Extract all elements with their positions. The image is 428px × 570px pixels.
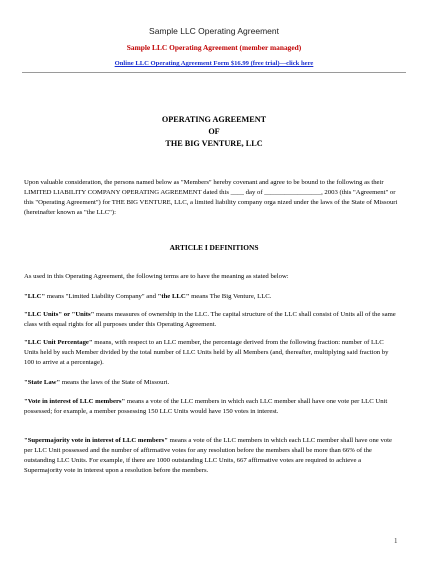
header-divider: [22, 72, 406, 73]
document-title: Sample LLC Operating Agreement: [149, 26, 279, 36]
definition-the-llc-text: means The Big Venture, LLC.: [189, 293, 272, 300]
definition-llc-units: [24, 310, 398, 330]
promo-link[interactable]: Online LLC Operating Agreement Form $16.99 (free trial)—click here: [114, 60, 314, 67]
term-supermajority-vote: "Supermajority vote in interest of LLC members": [24, 437, 168, 444]
term-state-law: "State Law": [24, 379, 61, 386]
definition-state-law-text: means the laws of the State of Missouri.: [60, 379, 170, 386]
definition-llc-text: means "Limited Liability Company" and: [45, 293, 158, 300]
definition-unit-percentage: [24, 338, 398, 368]
term-llc-units: "LLC Units" or "Units": [24, 311, 95, 318]
definition-supermajority-vote: [24, 436, 398, 476]
agreement-heading-line1: OPERATING AGREEMENT: [161, 115, 267, 124]
term-unit-percentage: "LLC Unit Percentage": [24, 339, 93, 346]
definition-vote-in-interest: [24, 397, 398, 417]
document-subtitle: Sample LLC Operating Agreement (member managed): [126, 43, 302, 52]
definition-vote-in-interest-text: means a vote of the LLC members in which each LLC member shall have one vote per LLC Unit possessed; for example, a member possessing 150 LLC Units would have 150 votes in interest.: [24, 398, 388, 415]
definitions-intro: As used in this Operating Agreement, the following terms are to have the meaning as stated below:: [24, 273, 289, 280]
term-the-llc: "the LLC": [157, 293, 190, 300]
term-vote-in-interest: "Vote in interest of LLC members": [24, 398, 126, 405]
definition-llc-units-text: means measures of ownership in the LLC. The capital structure of the LLC shall consist of Units all of the same class with equal rights for all purposes under this Operating Agreement.: [24, 311, 396, 328]
term-llc: "LLC": [24, 293, 46, 300]
definition-unit-percentage-text: means, with respect to an LLC member, the percentage derived from the following fraction: number of LLC Units held by such Member divided by the total number of LLC Units held by all Members (and, thereafter, multiplying said fraction by 100 to arrive at a percentage).: [24, 339, 389, 366]
definition-llc: [24, 292, 398, 302]
intro-paragraph: Upon valuable consideration, the persons named below as "Members" hereby covenant and agree to be bound to the following as their LIMITED LIABILITY COMPANY OPERATING AGREEMENT dated this ____ day of _________________, 2003 (this "Agreement" or this "Operating Agreement") for THE BIG VENTURE, LLC, a limited liability company orga nized under the laws of the State of Missouri (hereinafter known as "the LLC"):: [24, 179, 398, 216]
agreement-heading-line3: THE BIG VENTURE, LLC: [165, 139, 263, 148]
definition-state-law: [24, 378, 398, 388]
article-heading: ARTICLE I DEFINITIONS: [169, 243, 259, 252]
agreement-heading-line2: OF: [208, 127, 220, 136]
definition-supermajority-vote-text: means a vote of the LLC members in which each LLC member shall have one vote per LLC Unit possessed and the number of affirmative votes for any resolution before the members shall be more than 66% of the outstanding LLC Units. For example, if there are 1000 outstanding LLC Units, 667 affirmative votes are required to achieve a Supermajority vote in interest upon a resolution before the members.: [24, 437, 392, 474]
page-number: 1: [394, 537, 398, 545]
